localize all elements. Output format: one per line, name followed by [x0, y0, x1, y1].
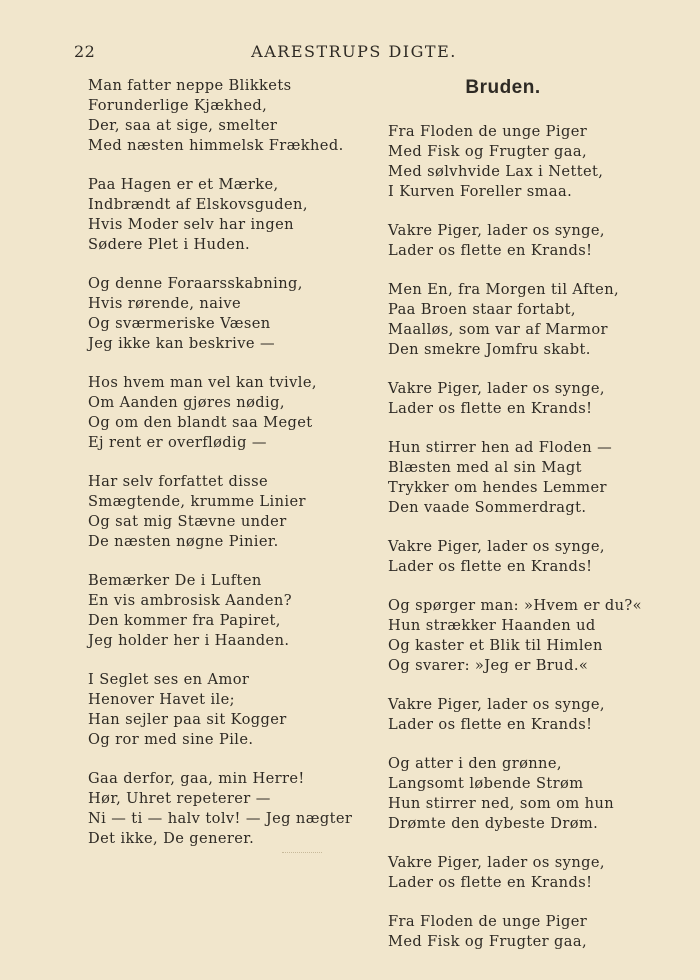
- verse-line: I Seglet ses en Amor: [88, 671, 250, 688]
- verse-line: Lader os flette en Krands!: [388, 558, 593, 575]
- stanza: [88, 373, 358, 453]
- verse-line: Hvis Moder selv har ingen: [88, 216, 294, 233]
- verse-line: Har selv forfattet disse: [88, 473, 269, 490]
- verse-line: Hvis rørende, naive: [88, 295, 242, 312]
- verse-line: Lader os flette en Krands!: [388, 242, 593, 259]
- verse-line: Jeg holder her i Haanden.: [88, 632, 290, 649]
- stanza: [388, 280, 638, 360]
- verse-line: Hun stirrer ned, som om hun: [388, 795, 615, 812]
- verse-line: Vakre Piger, lader os synge,: [388, 696, 605, 713]
- verse-line: Han sejler paa sit Kogger: [88, 711, 287, 728]
- verse-line: Og svarer: »Jeg er Brud.«: [388, 657, 589, 674]
- verse-line: Drømte den dybeste Drøm.: [388, 815, 599, 832]
- verse-line: Blæsten med al sin Magt: [388, 459, 582, 476]
- stanza: [88, 472, 358, 552]
- verse-line: Lader os flette en Krands!: [388, 716, 593, 733]
- verse-line: Paa Broen staar fortabt,: [388, 301, 576, 318]
- stanza: [88, 769, 358, 849]
- verse-line: Den smekre Jomfru skabt.: [388, 341, 591, 358]
- verse-line: En vis ambrosisk Aanden?: [88, 592, 292, 609]
- left-column: [88, 76, 358, 868]
- verse-line: Langsomt løbende Strøm: [388, 775, 584, 792]
- verse-line: Henover Havet ile;: [88, 691, 235, 708]
- stanza: [388, 379, 638, 419]
- verse-line: Med sølvhvide Lax i Nettet,: [388, 163, 604, 180]
- verse-line: Maalløs, som var af Marmor: [388, 321, 608, 338]
- verse-line: Lader os flette en Krands!: [388, 400, 593, 417]
- verse-line: Bemærker De i Luften: [88, 572, 262, 589]
- stanza: [388, 122, 638, 202]
- verse-line: Fra Floden de unge Piger: [388, 123, 588, 140]
- stanza: [388, 912, 638, 952]
- verse-line: Ej rent er overflødig —: [88, 434, 267, 451]
- page-header: [74, 42, 634, 64]
- verse-line: Men En, fra Morgen til Aften,: [388, 281, 620, 298]
- stanza: [88, 175, 358, 255]
- verse-line: Og ror med sine Pile.: [88, 731, 254, 748]
- stanza: [88, 670, 358, 750]
- stanza: [388, 754, 638, 834]
- verse-line: Den vaade Sommerdragt.: [388, 499, 587, 516]
- right-column: [388, 76, 642, 971]
- poem-title: Bruden.: [465, 77, 541, 98]
- running-title: AARESTRUPS DIGTE.: [251, 42, 457, 61]
- verse-line: Indbrændt af Elskovsguden,: [88, 196, 308, 213]
- verse-line: Vakre Piger, lader os synge,: [388, 854, 605, 871]
- verse-line: Forunderlige Kjækhed,: [88, 97, 268, 114]
- verse-line: Jeg ikke kan beskrive —: [88, 335, 275, 352]
- verse-line: Med Fisk og Frugter gaa,: [388, 143, 588, 160]
- verse-line: I Kurven Foreller smaa.: [388, 183, 573, 200]
- verse-line: Med næsten himmelsk Frækhed.: [88, 137, 344, 154]
- verse-line: Med Fisk og Frugter gaa,: [388, 933, 588, 950]
- verse-line: Og sat mig Stævne under: [88, 513, 287, 530]
- verse-line: Og spørger man: »Hvem er du?«: [388, 597, 642, 614]
- verse-line: Paa Hagen er et Mærke,: [88, 176, 279, 193]
- verse-line: Gaa derfor, gaa, min Herre!: [88, 770, 305, 787]
- stanza: [388, 853, 638, 893]
- verse-line: Og om den blandt saa Meget: [88, 414, 313, 431]
- verse-line: Den kommer fra Papiret,: [88, 612, 281, 629]
- verse-line: Og atter i den grønne,: [388, 755, 562, 772]
- stanza: [388, 438, 638, 518]
- verse-line: Fra Floden de unge Piger: [388, 913, 588, 930]
- verse-line: Smægtende, krumme Linier: [88, 493, 306, 510]
- verse-line: Og denne Foraarsskabning,: [88, 275, 303, 292]
- stanza: [388, 695, 638, 735]
- verse-line: Hør, Uhret repeterer —: [88, 790, 271, 807]
- stanza: [388, 596, 642, 676]
- verse-line: Vakre Piger, lader os synge,: [388, 380, 605, 397]
- verse-line: Og kaster et Blik til Himlen: [388, 637, 603, 654]
- verse-line: Det ikke, De generer.: [88, 830, 255, 847]
- verse-line: Hun stirrer hen ad Floden —: [388, 439, 613, 456]
- stanza: [388, 537, 638, 577]
- verse-line: Trykker om hendes Lemmer: [388, 479, 607, 496]
- stanza: [88, 274, 358, 354]
- verse-line: Og sværmeriske Væsen: [88, 315, 271, 332]
- verse-line: Ni — ti — halv tolv! — Jeg nægter: [88, 810, 353, 827]
- verse-line: Vakre Piger, lader os synge,: [388, 222, 605, 239]
- stanza: [88, 76, 358, 156]
- stanza: [88, 571, 358, 651]
- verse-line: Hun strækker Haanden ud: [388, 617, 596, 634]
- verse-line: De næsten nøgne Pinier.: [88, 533, 279, 550]
- page-number: 22: [74, 42, 96, 61]
- verse-line: Om Aanden gjøres nødig,: [88, 394, 285, 411]
- stanza: [388, 221, 638, 261]
- verse-line: Lader os flette en Krands!: [388, 874, 593, 891]
- verse-line: Vakre Piger, lader os synge,: [388, 538, 605, 555]
- page-smudge: [282, 852, 322, 854]
- verse-line: Sødere Plet i Huden.: [88, 236, 251, 253]
- verse-line: Der, saa at sige, smelter: [88, 117, 278, 134]
- verse-line: Man fatter neppe Blikkets: [88, 77, 292, 94]
- verse-line: Hos hvem man vel kan tvivle,: [88, 374, 317, 391]
